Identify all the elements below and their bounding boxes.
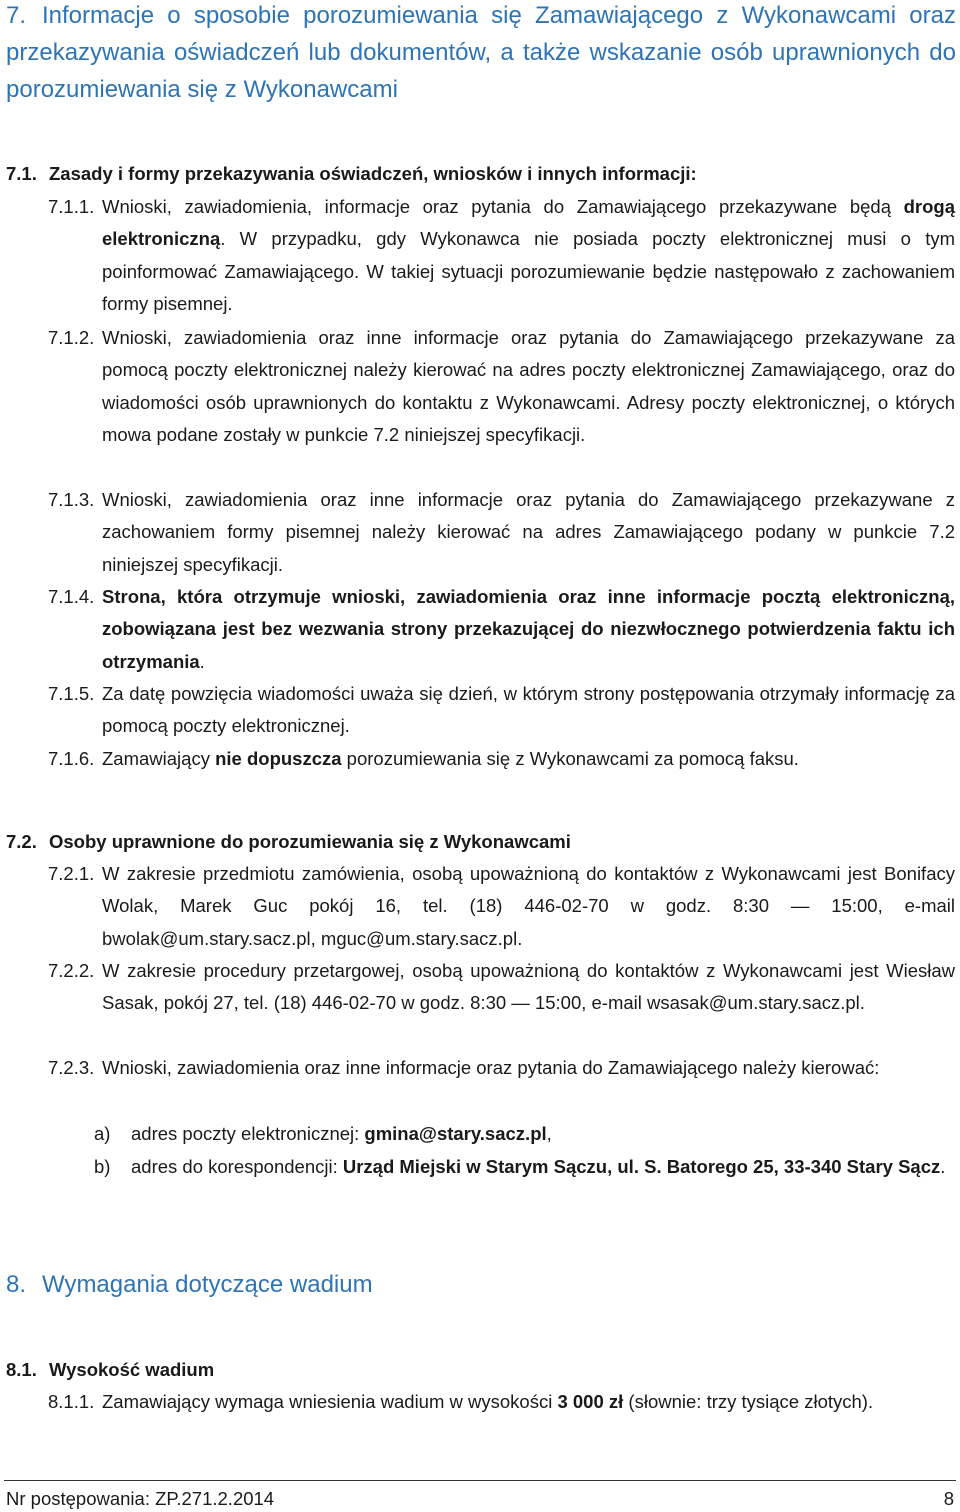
amount: 3 000 zł [557,1391,624,1412]
text-run: . W przypadku, gdy Wykonawca nie posiada poczty elektronicznej musi o tym poinformować Zamawiającego. W takiej sytuacji porozumiewanie będzie następowało z zachowaniem formy pisemnej. [102,228,955,315]
footer-reference: Nr postępowania: ZP.271.2.2014 [6,1488,275,1509]
item-7-2-3 [48,1052,955,1084]
text-run: . [199,650,205,672]
subsection-number: 7.1. [6,163,37,184]
subsection-8-1-heading [6,1354,214,1386]
subsection-title: Wysokość wadium [49,1359,215,1380]
item-7-1-2 [48,322,955,452]
section-7-heading [6,0,956,108]
list-label: a) [94,1123,111,1144]
text-run: (słownie: trzy tysiące złotych). [623,1391,874,1412]
item-text [102,743,955,775]
item-text: Wnioski, zawiadomienia oraz inne informacje oraz pytania do Zamawiającego przekazywane za pomocą poczty elektronicznej należy kierować na adres poczty elektronicznej Zamawiającego, oraz do wiadomości osób uprawnionych do kontaktu z Wykonawcami. Adresy poczty elektronicznej, o których mowa podane zostały w punkcie 7.2 niniejszej specyfikacji. [102,327,955,446]
subsection-7-2-heading [6,826,571,858]
item-number: 7.1.6. [48,748,95,769]
text-run: adres poczty elektronicznej: [131,1123,365,1144]
text-run: porozumiewania się z Wykonawcami za pomocą faksu. [341,748,799,769]
item-7-2-2 [48,955,955,1020]
list-item-a [94,1118,955,1150]
item-text: W zakresie procedury przetargowej, osobą upoważnioną do kontaktów z Wykonawcami jest Wiesław Sasak, pokój 27, tel. (18) 446-02-70 w godz. 8:30 — 15:00, e-mail wsasak@um.stary.sacz.pl. [102,960,955,1014]
subsection-number: 8.1. [6,1359,37,1380]
item-7-1-3 [48,484,955,581]
text-run: . [940,1156,946,1177]
item-text: Wnioski, zawiadomienia oraz inne informacje oraz pytania do Zamawiającego należy kierować: [102,1057,880,1078]
subsection-7-1-heading [6,158,697,190]
list-text [131,1151,955,1183]
item-number: 7.2.3. [48,1057,95,1078]
item-number: 8.1.1. [48,1391,95,1412]
list-item-b [94,1151,955,1183]
text-run: Wnioski, zawiadomienia, informacje oraz pytania do Zamawiającego przekazywane będą [102,196,904,217]
item-text: W zakresie przedmiotu zamówienia, osobą upoważnioną do kontaktów z Wykonawcami jest Bonifacy Wolak, Marek Guc pokój 16, tel. (18) 446-02-70 w godz. 8:30 — 15:00, e-mail bwolak@um.stary.sacz.pl, mguc@um.stary.sacz.pl. [102,863,955,949]
item-8-1-1 [48,1386,955,1418]
email-address: gmina@stary.sacz.pl [364,1123,547,1144]
section-title: Informacje o sposobie porozumiewania się Zamawiającego z Wykonawcami oraz przekazywania oświadczeń lub dokumentów, a także wskazanie osób uprawnionych do porozumiewania się z Wykonawcami [6,2,956,103]
item-number: 7.1.2. [48,327,95,348]
item-number: 7.2.2. [48,960,95,981]
item-7-2-1 [48,858,955,955]
item-number: 7.1.5. [48,683,95,704]
item-number: 7.1.3. [48,489,95,510]
list-text [131,1118,955,1150]
item-number: 7.1.4. [48,586,95,607]
item-text: Wnioski, zawiadomienia oraz inne informacje oraz pytania do Zamawiającego przekazywane z zachowaniem formy pisemnej należy kierować na adres Zamawiającego podany w punkcie 7.2 niniejszej specyfikacji. [102,489,955,575]
section-number: 7. [6,2,27,29]
list-label: b) [94,1156,111,1177]
page-number: 8 [943,1488,954,1509]
item-number: 7.1.1. [48,196,95,217]
bold-run: Strona, która otrzymuje wnioski, zawiadomienia oraz inne informacje pocztą elektroniczną, zobowiązana jest bez wezwania strony przekazującej do niezwłocznego potwierdzenia faktu ich otrzymania [102,586,955,672]
section-number: 8. [6,1271,27,1298]
item-7-1-6 [48,743,955,775]
item-text: Za datę powzięcia wiadomości uważa się dzień, w którym strony postępowania otrzymały informację za pomocą poczty elektronicznej. [102,683,955,737]
item-number: 7.2.1. [48,863,95,884]
section-title: Wymagania dotyczące wadium [42,1271,373,1298]
bold-run: nie dopuszcza [215,748,342,769]
text-run: , [546,1123,552,1144]
item-text [102,1386,955,1418]
bold-run: drogą elektroniczną [102,196,955,250]
text-run: Zamawiający [102,748,216,769]
subsection-title: Zasady i formy przekazywania oświadczeń, wniosków i innych informacji: [49,163,697,184]
footer-divider [4,1480,956,1481]
subsection-title: Osoby uprawnione do porozumiewania się z Wykonawcami [49,831,571,852]
item-7-1-5 [48,678,955,743]
text-run: Zamawiający wymaga wniesienia wadium w wysokości [102,1391,558,1412]
item-text [102,191,955,321]
postal-address: Urząd Miejski w Starym Sączu, ul. S. Batorego 25, 33-340 Stary Sącz [342,1156,941,1177]
section-8-heading [6,1266,373,1303]
item-7-1-4 [48,581,955,678]
text-run: adres do korespondencji: [131,1156,343,1177]
item-7-1-1 [48,191,955,321]
subsection-number: 7.2. [6,831,37,852]
item-text [102,581,955,678]
